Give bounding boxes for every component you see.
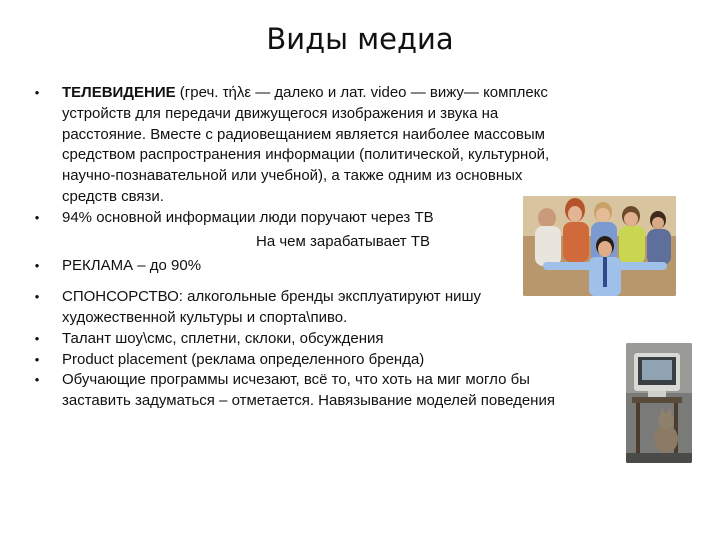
bullet-line: средств связи. <box>62 187 164 205</box>
bullet-dot: • <box>34 85 40 100</box>
bullet-line: (греч. τήλε — далеко и лат. video — вижу— комплекс <box>175 84 548 101</box>
bullet-line: РЕКЛАМА – до 90% <box>62 257 202 275</box>
bullet-line: 94% основной информации люди поручают через ТВ <box>62 208 434 226</box>
subheading: На чем зарабатывает ТВ <box>256 232 430 250</box>
television-with-cat-photo <box>626 343 692 463</box>
bullet-dot: • <box>34 209 40 225</box>
bullet-line: расстояние. Вместе с радиовещанием является наиболее массовым <box>62 125 545 143</box>
bullet-product-placement <box>30 350 680 371</box>
bullet-bold-term: ТЕЛЕВИДЕНИЕ <box>62 84 176 101</box>
bullet-line: Product placement (реклама определенного бренда) <box>62 350 425 368</box>
bullet-line: средством распространения информации (политической, культурной, <box>62 146 550 164</box>
bullet-dot: • <box>34 258 40 274</box>
bullet-line: Талант шоу\смс, сплетни, склоки, обсуждения <box>62 329 384 347</box>
group-photo-drawing <box>523 196 676 296</box>
slide-title: Виды медиа <box>266 22 454 56</box>
bullet-line: научно-познавательной или учебной), а также одним из основных <box>62 167 523 185</box>
bullet-line: СПОНСОРСТВО: алкогольные бренды эксплуатируют нишу <box>62 288 482 306</box>
bullet-line: художественной культуры и спорта\пиво. <box>62 308 348 326</box>
bullet-educational <box>30 370 680 412</box>
bullet-talent-show <box>30 329 680 350</box>
bullet-line: устройств для передачи движущегося изображения и звука на <box>62 104 499 122</box>
bullet-dot: • <box>34 330 40 346</box>
group-of-people-photo <box>523 196 676 296</box>
bullet-line: Обучающие программы исчезают, всё то, что хоть на миг могло бы <box>62 371 530 389</box>
bullet-dot: • <box>34 351 40 367</box>
bullet-dot: • <box>34 372 40 388</box>
bullet-television <box>30 83 680 208</box>
bullet-line: заставить задуматься – отметается. Навязывание моделей поведения <box>62 392 555 410</box>
tv-photo-drawing <box>626 343 692 463</box>
bullet-dot: • <box>34 289 40 305</box>
